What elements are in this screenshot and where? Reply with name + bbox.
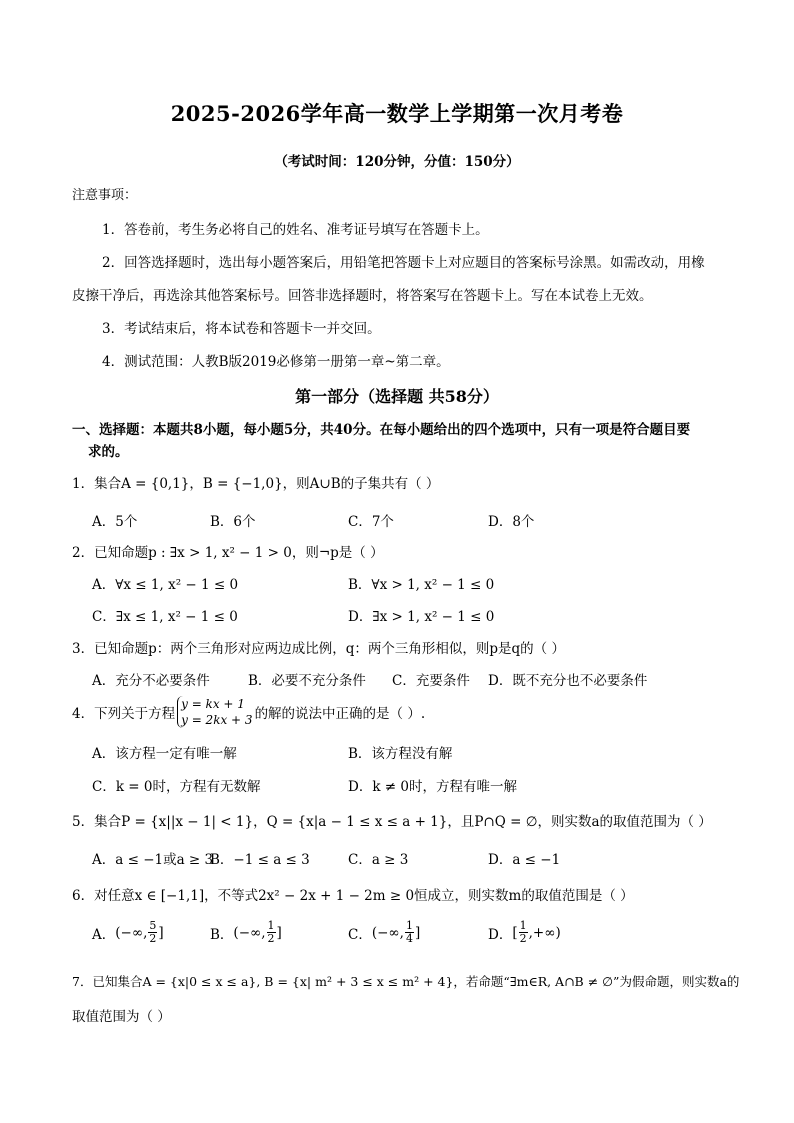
notice-item: 1．答卷前，考生务必将自己的姓名、准考证号填写在答题卡上。 <box>102 222 489 238</box>
q6-option-a-fraction <box>148 920 157 945</box>
q6-option-b-label: B． <box>210 926 234 943</box>
notice-item: 4．测试范围：人教B版2019必修第一册第一章~第二章。 <box>102 354 450 370</box>
q6-option-c-fraction <box>405 920 414 945</box>
q4-option-a: A．该方程一定有唯一解 <box>92 746 237 762</box>
q4-option-b: B．该方程没有解 <box>348 746 453 762</box>
q6-option-c <box>348 920 420 945</box>
q5-option-b: B．−1 ≤ a ≤ 3 <box>210 852 310 868</box>
fraction-numerator: 1 <box>267 919 275 932</box>
notice-heading: 注意事项： <box>72 188 138 203</box>
fraction-denominator: 2 <box>519 932 527 945</box>
q3-option-a: A．充分不必要条件 <box>92 673 210 689</box>
q1-option-c: C．7个 <box>348 514 394 530</box>
question-7-stem-cont: 取值范围为（ ） <box>72 1009 171 1025</box>
q6-option-b <box>210 920 282 945</box>
q3-option-c: C．充要条件 <box>392 673 470 689</box>
section-intro: 一、选择题：本题共8小题，每小题5分，共40分。在每小题给出的四个选项中，只有一项是符合题目要 <box>72 422 691 438</box>
q2-option-a: A．∀x ≤ 1, x² − 1 ≤ 0 <box>92 577 239 593</box>
question-2-stem: 2．已知命题p : ∃x > 1, x² − 1 > 0，则¬p是（ ） <box>72 545 384 561</box>
q4-equation-system <box>177 696 252 728</box>
q6-option-d <box>488 920 561 945</box>
q4-option-c: C．k = 0时，方程有无数解 <box>92 779 261 795</box>
question-5-stem: 5．集合P = {x||x − 1| < 1}，Q = {x|a − 1 ≤ x ≤ a + 1}，且P∩Q = ∅，则实数a的取值范围为（ ） <box>72 814 712 830</box>
q5-option-a: A．a ≤ −1或a ≥ 3 <box>92 852 214 868</box>
q6-option-c-label: C． <box>348 926 372 943</box>
question-6-stem: 6．对任意x ∈ [−1,1]，不等式2x² − 2x + 1 − 2m ≥ 0恒成立，则实数m的取值范围是（ ） <box>72 888 634 904</box>
q3-option-b: B．必要不充分条件 <box>248 673 366 689</box>
fraction-numerator: 1 <box>519 919 527 932</box>
q6-option-b-left: (−∞, <box>233 924 266 941</box>
q4-stem-pre: 4．下列关于方程 <box>72 706 176 722</box>
q4-option-d: D．k ≠ 0时，方程有唯一解 <box>348 779 517 795</box>
q6-option-a-label: A． <box>92 926 116 943</box>
q6-option-a-right: ] <box>158 924 164 941</box>
q2-option-b: B．∀x > 1, x² − 1 ≤ 0 <box>348 577 495 593</box>
question-7-stem: 7．已知集合A = {x|0 ≤ x ≤ a}, B = {x| m² + 3 ≤ x ≤ m² + 4}，若命题“∃m∈R, A∩B ≠ ∅”为假命题，则实数a的 <box>72 974 740 989</box>
q6-option-c-right: ] <box>414 924 421 941</box>
fraction-numerator: 1 <box>405 919 413 932</box>
q6-option-a <box>92 920 164 945</box>
q2-option-c: C．∃x ≤ 1, x² − 1 ≤ 0 <box>92 609 238 625</box>
question-3-stem: 3．已知命题p：两个三角形对应两边成比例，q：两个三角形相似，则p是q的（ ） <box>72 641 565 657</box>
q6-option-d-left: [ <box>512 924 518 941</box>
q5-option-d: D．a ≤ −1 <box>488 852 561 868</box>
q6-option-d-label: D． <box>488 926 513 943</box>
fraction-numerator: 5 <box>149 919 157 932</box>
fraction-denominator: 2 <box>149 932 157 945</box>
q6-option-a-left: (−∞, <box>115 924 148 941</box>
question-1-stem: 1．集合A = {0,1}，B = {−1,0}，则A∪B的子集共有（ ） <box>72 476 440 492</box>
q3-option-d: D．既不充分也不必要条件 <box>488 673 648 689</box>
q6-option-b-fraction <box>267 920 276 945</box>
q1-option-d: D．8个 <box>488 514 535 530</box>
q2-option-d: D．∃x > 1, x² − 1 ≤ 0 <box>348 609 495 625</box>
notice-item: 2．回答选择题时，选出每小题答案后，用铅笔把答题卡上对应题目的答案标号涂黑。如需改动，用橡 <box>102 255 705 271</box>
section-intro-cont: 求的。 <box>88 444 129 460</box>
q5-option-c: C．a ≥ 3 <box>348 852 409 868</box>
q6-option-b-right: ] <box>276 924 282 941</box>
page-title: 2025-2026学年高一数学上学期第一次月考卷 <box>170 101 624 126</box>
q4-stem-post: 的解的说法中正确的是（ ）. <box>254 706 426 722</box>
q6-option-d-fraction <box>519 920 528 945</box>
q4-equation-2: y = 2kx + 3 <box>181 713 253 727</box>
question-4-stem <box>72 694 425 730</box>
exam-info: （考试时间：120分钟，分值：150分） <box>274 154 520 170</box>
notice-item: 3．考试结束后，将本试卷和答题卡一并交回。 <box>102 321 381 337</box>
fraction-denominator: 4 <box>405 932 413 945</box>
fraction-denominator: 2 <box>267 932 275 945</box>
q1-option-a: A．5个 <box>92 514 138 530</box>
section-title: 第一部分（选择题 共58分） <box>295 387 499 406</box>
q1-option-b: B．6个 <box>210 514 256 530</box>
q6-option-c-left: (−∞, <box>371 924 404 941</box>
q4-equation-1: y = kx + 1 <box>181 697 245 711</box>
notice-item: 皮擦干净后，再选涂其他答案标号。回答非选择题时，将答案写在答题卡上。写在本试卷上无效。 <box>72 288 653 304</box>
q6-option-d-right: ,+∞) <box>528 924 561 941</box>
